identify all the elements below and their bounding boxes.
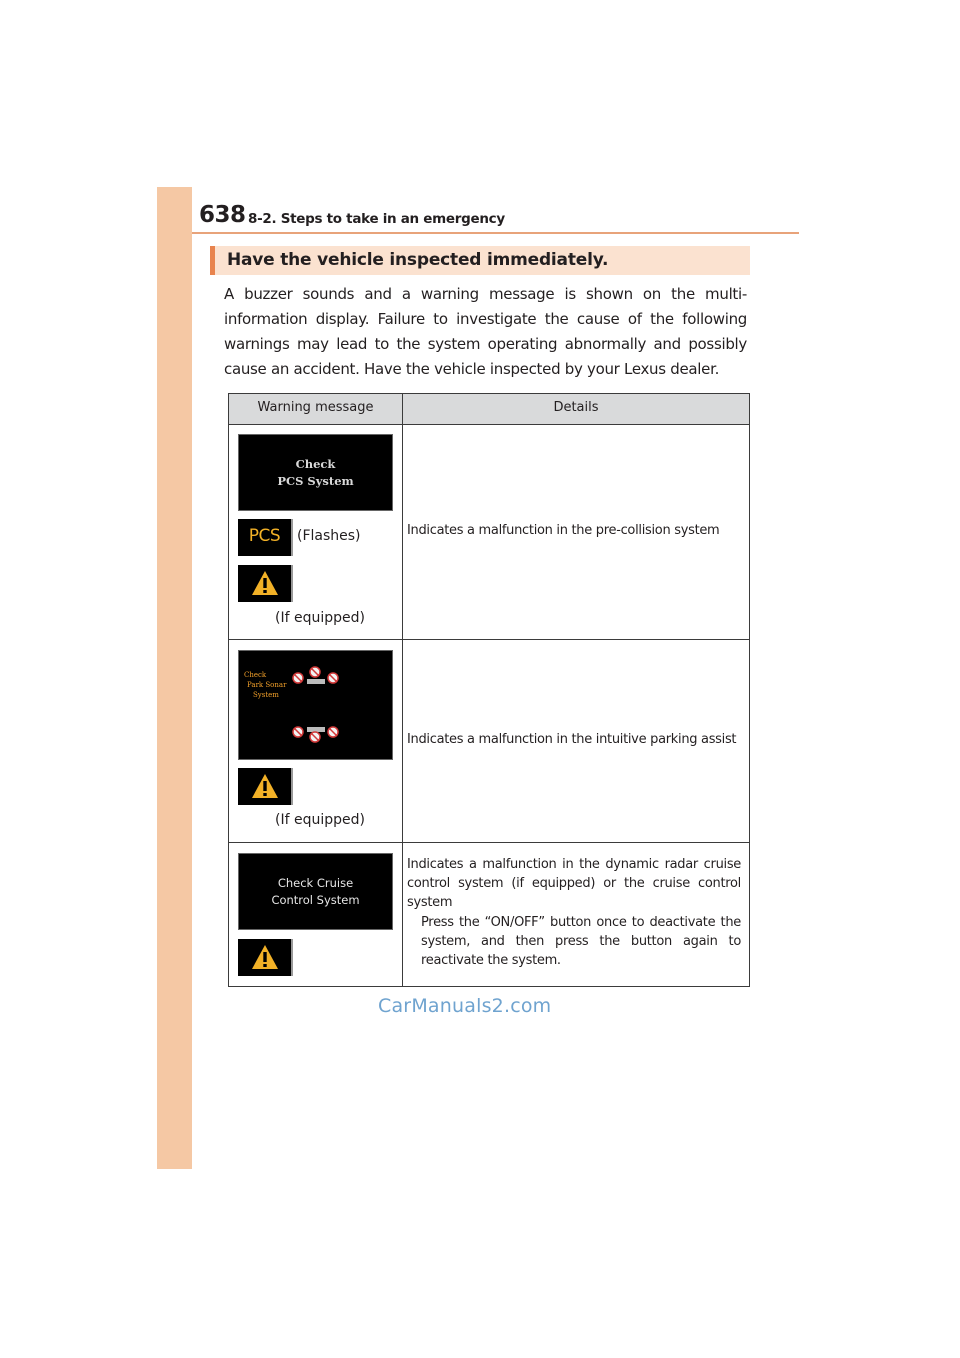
screen-line: PCS System xyxy=(277,474,354,488)
header-rule xyxy=(192,232,799,234)
section-title: 8-2. Steps to take in an emergency xyxy=(248,211,505,227)
details-pcs: Indicates a malfunction in the pre-collision system xyxy=(407,523,720,538)
details-cruise: Indicates a malfunction in the dynamic radar cruise control system (if equipped) or the cruise control system xyxy=(407,857,741,910)
screen-line: Park Sonar xyxy=(247,681,287,689)
screen-line: Check Cruise xyxy=(277,876,354,890)
screen-line: Check xyxy=(244,671,267,679)
watermark: CarManuals2.com xyxy=(378,995,552,1017)
header-warning-message: Warning message xyxy=(257,400,374,415)
parking-sensor-icon xyxy=(239,651,394,761)
screen-line: System xyxy=(253,691,279,699)
pcs-indicator xyxy=(238,519,293,556)
header-details: Details xyxy=(553,400,599,415)
side-margin-strip xyxy=(157,187,192,1169)
page-number: 638 xyxy=(199,202,246,228)
details-park-sonar: Indicates a malfunction in the intuitive parking assist xyxy=(407,732,737,747)
master-warning-indicator xyxy=(238,939,293,976)
if-equipped-note: (If equipped) xyxy=(275,610,365,626)
heading-bar xyxy=(210,246,750,275)
row-divider xyxy=(229,842,749,843)
master-warning-indicator xyxy=(238,565,293,602)
row-divider xyxy=(229,639,749,640)
table-header-row xyxy=(229,394,749,425)
details-cruise-note: Press the “ON/OFF” button once to deactivate the system, and then press the button again to reactivate the system. xyxy=(421,915,741,968)
pcs-indicator-label: PCS xyxy=(248,526,281,546)
warning-triangle-icon xyxy=(251,773,279,799)
intro-paragraph: A buzzer sounds and a warning message is shown on the multi-information display. Failure to investigate the cause of the following warnings may lead to the system operating abnormally and possibly cause an accident. Have the vehicle inspected by your Lexus dealer. xyxy=(224,285,747,378)
screen-line: Control System xyxy=(271,893,360,907)
column-divider xyxy=(402,394,403,986)
screen-line: Check xyxy=(295,457,336,471)
park-sonar-message-screen xyxy=(238,650,393,760)
if-equipped-note: (If equipped) xyxy=(275,812,365,828)
pcs-message-screen xyxy=(238,434,393,511)
warning-table xyxy=(228,393,750,987)
master-warning-indicator xyxy=(238,768,293,805)
warning-triangle-icon xyxy=(251,944,279,970)
cruise-message-screen xyxy=(238,853,393,930)
warning-triangle-icon xyxy=(251,570,279,596)
flashes-note: (Flashes) xyxy=(297,528,361,544)
heading-text: Have the vehicle inspected immediately. xyxy=(227,250,609,270)
